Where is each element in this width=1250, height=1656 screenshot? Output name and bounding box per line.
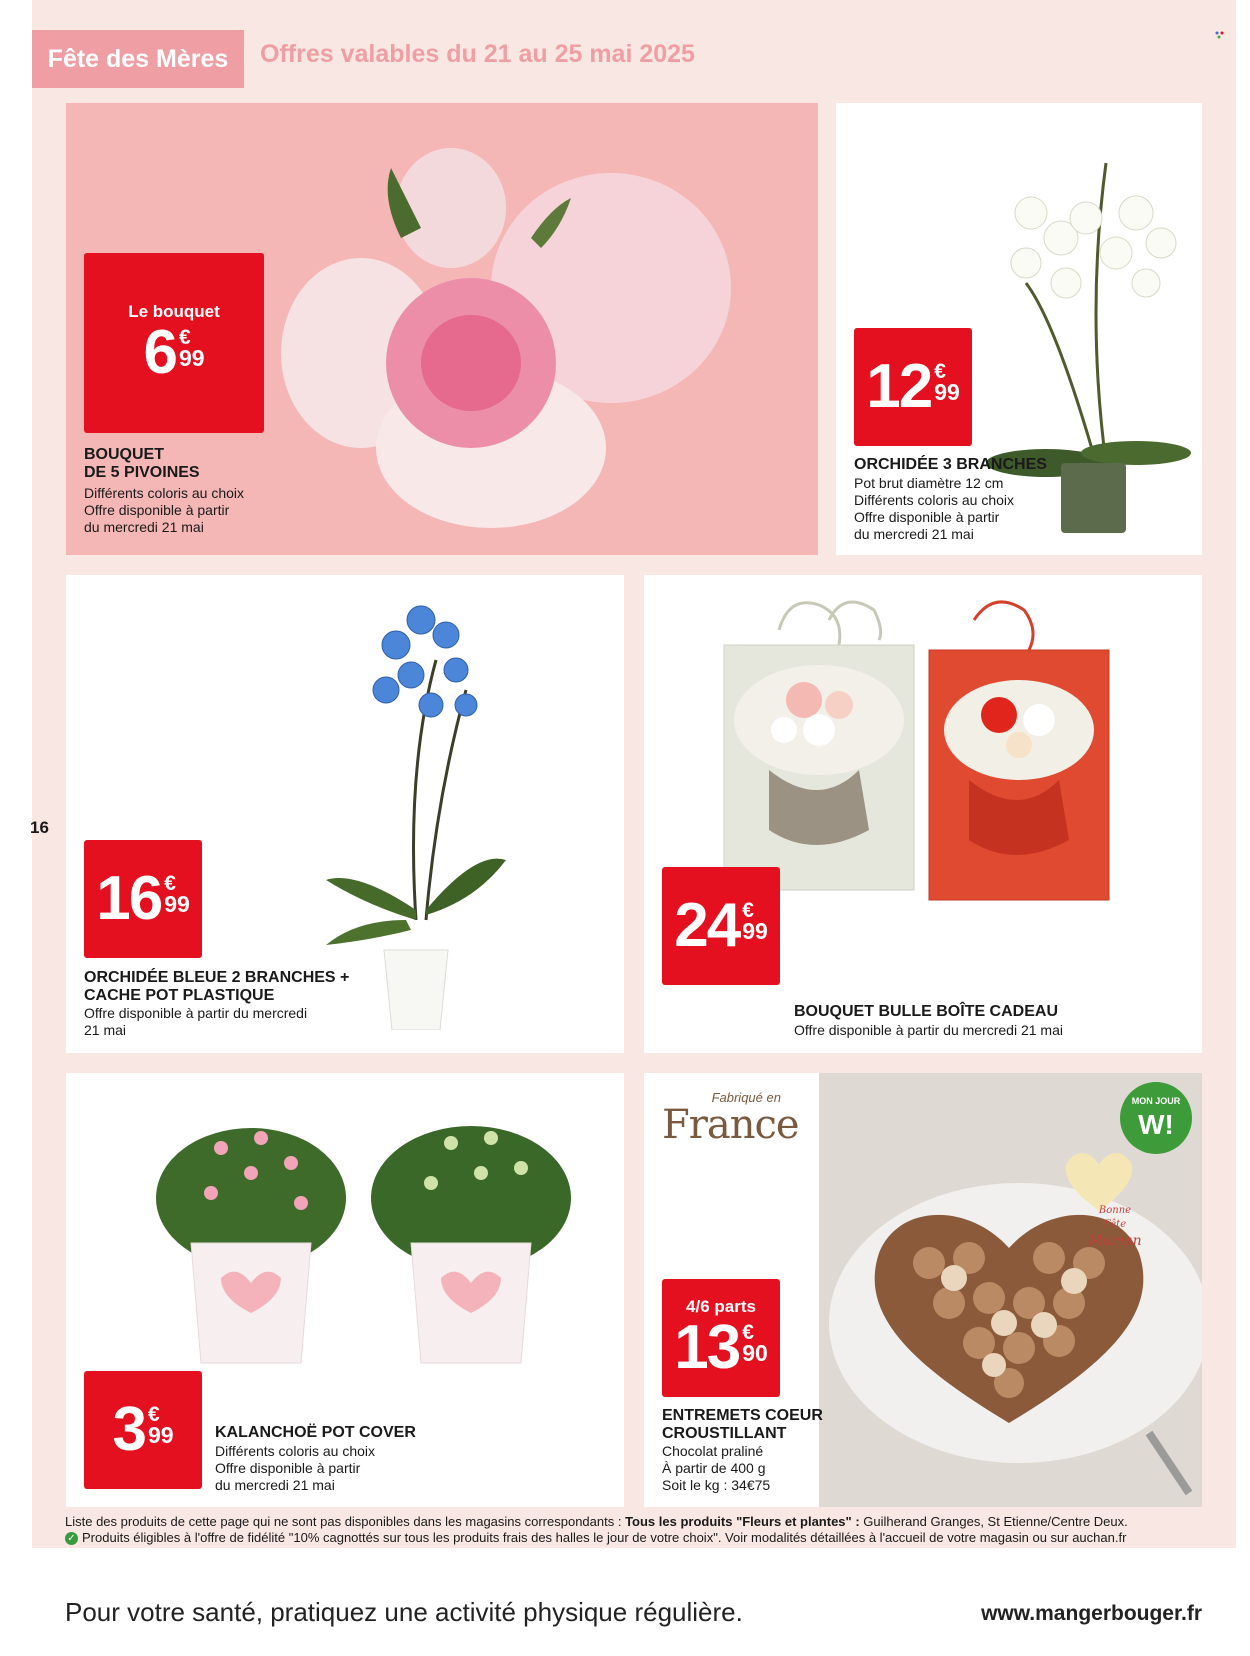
price-tag [84,840,202,958]
price-currency: € [934,360,946,383]
kalanchoe-plants-image [151,1103,601,1423]
price-decimals: 99 [178,345,205,371]
health-message: Pour votre santé, pratiquez une activité physique régulière. [65,1597,743,1627]
product-description [854,475,1014,543]
desc-line: Différents coloris au choix [84,485,245,501]
fidelity-leaf-icon: ✓ [65,1532,78,1545]
price-integer: 3 [112,1395,145,1464]
price-tag [84,1371,202,1489]
made-in-small: Fabriqué en [711,1090,781,1105]
price-currency: € [178,326,191,349]
heart-line-1: Bonne [1098,1205,1132,1216]
header-dates: Offres valables du 21 au 25 mai 2025 [260,40,695,68]
footnote-text: Produits éligibles à l'offre de fidélité "10% cagnottés sur tous les produits frais des halles le jour de votre choix". Voir modalités détaillées à l'accueil de votre magasin ou sur auchan.fr [82,1530,1127,1545]
header-tag: Fête des Mères [32,30,244,88]
product-title: KALANCHOË POT COVER [215,1424,416,1441]
product-title [662,1407,823,1443]
price-decimals: 99 [742,918,768,944]
price-decimals: 90 [742,1340,768,1366]
page-number: 16 [30,818,49,837]
heart-line-3: Maman [1088,1233,1142,1249]
price-currency: € [742,899,754,922]
product-description [662,1443,770,1494]
peony-bouquet-image [281,118,761,538]
product-description [215,1443,375,1494]
product-title [84,446,200,482]
desc-line: du mercredi 21 mai [854,526,974,542]
product-card-bouquet-bulle[interactable] [644,575,1202,1053]
title-line: ENTREMETS COEUR [662,1407,823,1424]
price-decimals: 99 [147,1422,174,1448]
desc-line: Pot brut diamètre 12 cm [854,475,1004,491]
title-line: DE 5 PIVOINES [84,464,200,481]
price-integer: 12 [866,352,932,421]
product-title [84,969,349,1005]
made-in-big: France [662,1102,799,1148]
desc-line: Chocolat praliné [662,1443,764,1459]
product-card-pivoines[interactable] [66,103,818,555]
mangerbouger-link[interactable]: www.mangerbouger.fr [981,1602,1202,1625]
desc-line: Offre disponible à partir [84,502,230,518]
price-integer: 13 [674,1313,740,1382]
price-decimals: 99 [164,891,190,917]
product-card-kalanchoe[interactable] [66,1073,624,1507]
price-tag [662,867,780,985]
desc-line: Soit le kg : 34€75 [662,1477,771,1493]
footnote-bold: Tous les produits "Fleurs et plantes" : [625,1514,860,1529]
title-line: CACHE POT PLASTIQUE [84,987,275,1004]
badge-top-text: MON JOUR [1131,1096,1181,1106]
price-currency: € [164,872,176,895]
price-decimals: 99 [934,379,960,405]
price-currency: € [147,1403,160,1426]
product-card-orchidee-3-branches[interactable] [836,103,1202,555]
heart-plaque-text [1070,1195,1160,1265]
desc-line: du mercredi 21 mai [84,519,204,535]
product-description [84,485,244,536]
product-title: ORCHIDÉE 3 BRANCHES [854,456,1047,473]
desc-line: Offre disponible à partir [215,1460,361,1476]
price-label: 4/6 parts [686,1297,756,1316]
desc-line: Offre disponible à partir [854,509,1000,525]
footnote-fidelity [65,1530,1126,1546]
price-label: Le bouquet [128,302,220,321]
title-line: ORCHIDÉE BLEUE 2 BRANCHES + [84,969,350,986]
white-orchid-image [986,143,1196,543]
desc-line: 21 mai [84,1022,127,1038]
footnote-text: Liste des produits de cette page qui ne sont pas disponibles dans les magasins correspondants : [65,1514,626,1529]
desc-line: Offre disponible à partir du mercredi [84,1005,308,1021]
desc-line: du mercredi 21 mai [215,1477,335,1493]
product-title: BOUQUET BULLE BOÎTE CADEAU [794,1003,1058,1020]
title-line: CROUSTILLANT [662,1425,787,1442]
product-card-orchidee-bleue[interactable] [66,575,624,1053]
desc-line: À partir de 400 g [662,1460,766,1476]
mon-jour-w-badge-icon [1118,1080,1194,1156]
made-in-france-label [662,1090,799,1148]
desc-line: Différents coloris au choix [854,492,1015,508]
price-currency: € [742,1321,754,1344]
product-description [84,1005,307,1039]
badge-big-text: W! [1138,1109,1174,1140]
price-integer: 6 [143,318,176,387]
price-integer: 16 [96,864,162,933]
desc-line: Différents coloris au choix [215,1443,376,1459]
product-description: Offre disponible à partir du mercredi 21 mai [794,1022,1063,1038]
price-tag [854,328,972,446]
price-tag [662,1279,780,1397]
footnote-availability [65,1514,1128,1530]
heart-line-2: Fête [1103,1219,1127,1230]
price-tag [84,253,264,433]
blue-orchid-image [316,590,516,1030]
decoration-dots-icon [1215,31,1227,39]
footnote-text: Guilherand Granges, St Etienne/Centre Deux. [859,1514,1128,1529]
price-integer: 24 [674,891,740,960]
title-line: BOUQUET [84,446,164,463]
